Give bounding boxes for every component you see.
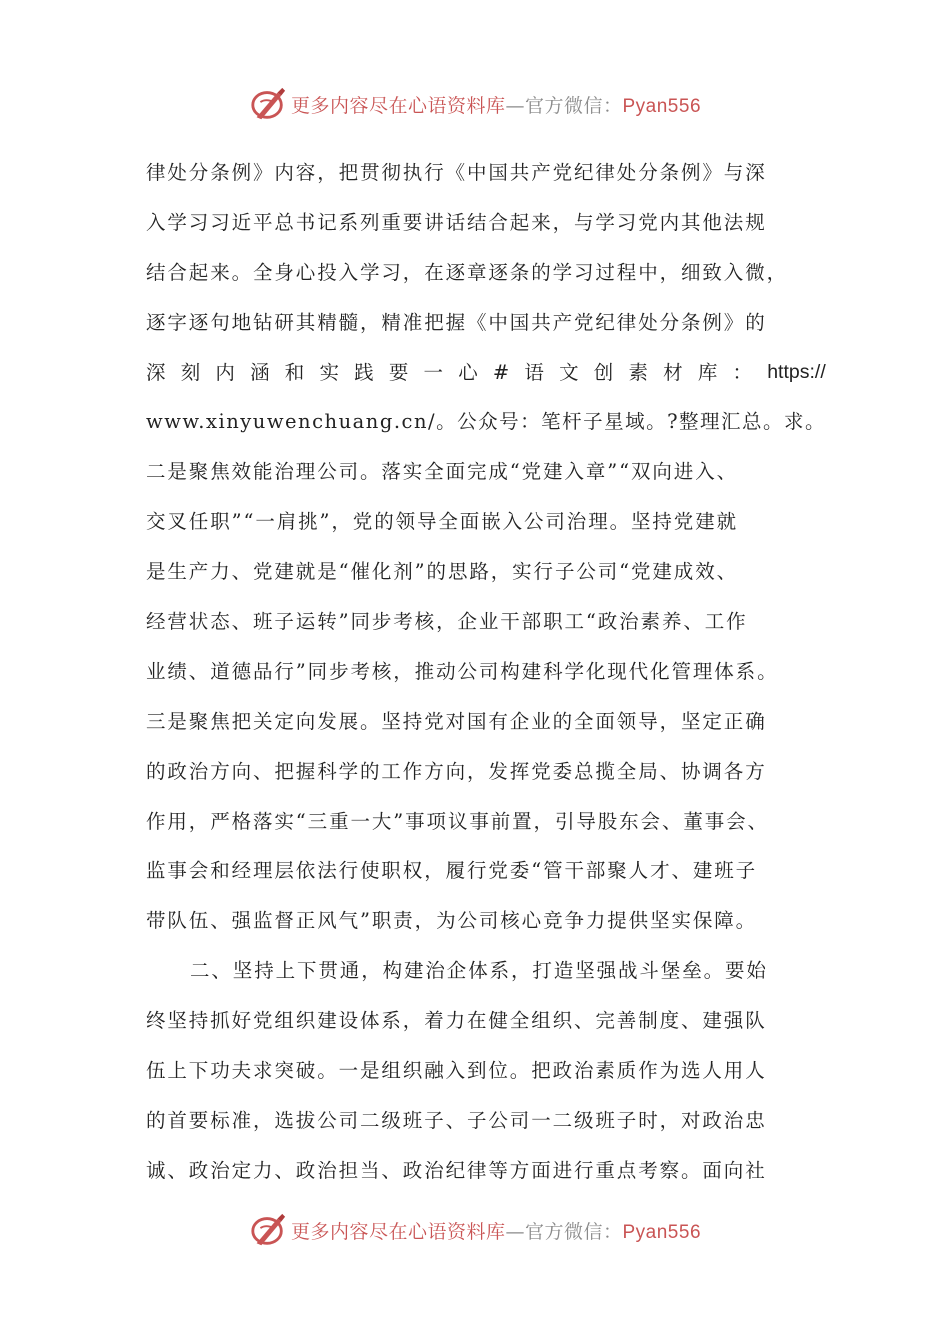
header-banner-inner: [249, 85, 701, 123]
pen-logo-icon: [249, 1211, 287, 1249]
header-brand: 更多内容尽在心语资料库: [290, 94, 506, 117]
pen-logo-icon: [249, 85, 287, 123]
spaced-char: ：: [732, 360, 753, 384]
spaced-char: 践: [354, 360, 374, 384]
spaced-char: 和: [284, 360, 305, 384]
footer-banner: [0, 1206, 950, 1254]
header-wechat-id: Pyan556: [622, 95, 702, 117]
spaced-char: 文: [559, 360, 579, 384]
text-line: 交叉任职”“一肩挑”，党的领导全面嵌入公司治理。坚持党建就: [146, 510, 739, 534]
text-line: 诚、政治定力、政治担当、政治纪律等方面进行重点考察。面向社: [146, 1158, 767, 1182]
text-line: 带队伍、强监督正风气”职责，为公司核心竞争力提供坚实保障。: [146, 909, 758, 933]
text-line: 逐字逐句地钻研其精髓，精准把握《中国共产党纪律处分条例》的: [146, 310, 767, 334]
text-line: 入学习习近平总书记系列重要讲话结合起来，与学习党内其他法规: [146, 210, 767, 234]
spaced-char: #: [492, 360, 510, 384]
text-line: 作用，严格落实“三重一大”事项议事前置，引导股东会、董事会、: [146, 809, 769, 833]
footer-wechat-label: —官方微信：: [505, 1220, 623, 1243]
text-line: 律处分条例》内容，把贯彻执行《中国共产党纪律处分条例》与深: [146, 161, 767, 184]
text-line: 是生产力、党建就是“催化剂”的思路，实行子公司“党建成效、: [146, 560, 739, 584]
header-banner-text: [291, 91, 701, 118]
text-line: www.xinyuwenchuang.cn/。公众号：笔杆子星域。?整理汇总。求。: [146, 410, 827, 434]
footer-banner-inner: [249, 1211, 701, 1249]
spaced-char: 创: [593, 360, 614, 384]
spaced-char: 库: [697, 360, 718, 384]
text-line: 结合起来。全身心投入学习，在逐章逐条的学习过程中，细致入微，: [146, 260, 789, 284]
spaced-char: 材: [663, 360, 683, 384]
text-line: 业绩、道德品行”同步考核，推动公司构建科学化现代化管理体系。: [146, 659, 779, 683]
footer-wechat-id: Pyan556: [622, 1221, 702, 1243]
footer-brand: 更多内容尽在心语资料库: [290, 1220, 506, 1243]
section-heading-line: 二、坚持上下贯通，构建治企体系，打造坚强战斗堡垒。要始: [190, 959, 768, 983]
text-line: 的政治方向、把握科学的工作方向，发挥党委总揽全局、协调各方: [146, 759, 767, 783]
text-line: 经营状态、班子运转”同步考核，企业干部职工“政治素养、工作: [146, 610, 748, 634]
spaced-char: 深: [146, 360, 166, 384]
spaced-char: 素: [628, 360, 648, 384]
header-wechat-label: —官方微信：: [505, 94, 623, 117]
text-line: 终坚持抓好党组织建设体系，着力在健全组织、完善制度、建强队: [146, 1009, 767, 1033]
text-line: 伍上下功夫求突破。一是组织融入到位。把政治素质作为选人用人: [146, 1059, 767, 1083]
footer-banner-text: [291, 1217, 701, 1244]
spaced-char: 涵: [250, 360, 270, 384]
spaced-char: 内: [215, 360, 235, 384]
header-banner: [0, 80, 950, 128]
text-line: 的首要标准，选拔公司二级班子、子公司一二级班子时，对政治忠: [146, 1108, 767, 1132]
spaced-char: 刻: [180, 360, 201, 384]
url-fragment: https://: [767, 360, 826, 383]
text-line-spaced: [146, 348, 826, 398]
spaced-char: 心: [458, 360, 478, 384]
document-body: [146, 148, 826, 1196]
text-line: 监事会和经理层依法行使职权，履行党委“管干部聚人才、建班子: [146, 859, 758, 883]
spaced-char: 语: [524, 360, 544, 384]
text-line: 二是聚焦效能治理公司。落实全面完成“党建入章”“双向进入、: [146, 460, 739, 484]
spaced-char: 一: [423, 360, 444, 384]
text-line-url: [146, 397, 826, 447]
spaced-char: 要: [388, 360, 409, 384]
spaced-char: 实: [319, 360, 339, 384]
text-line: 三是聚焦把关定向发展。坚持党对国有企业的全面领导，坚定正确: [146, 709, 767, 733]
